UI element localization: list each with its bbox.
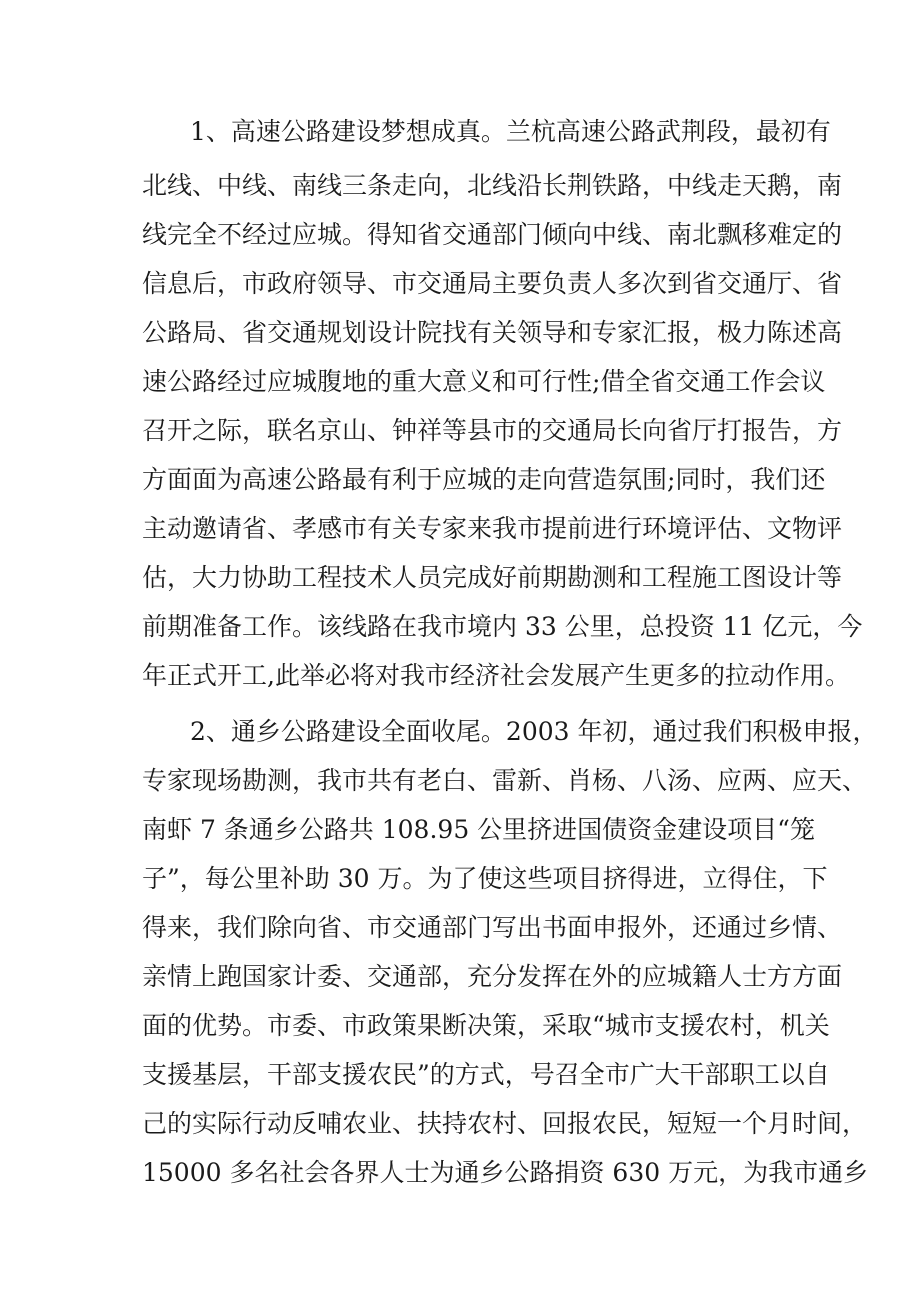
text-line: 方面面为高速公路最有利于应城的走向营造氛围;同时，我们还	[142, 465, 826, 494]
text-line: 得来，我们除向省、市交通部门写出书面申报外，还通过乡情、	[142, 913, 843, 942]
text-line: 召开之际，联名京山、钟祥等县市的交通局长向省厅打报告，方	[142, 416, 843, 445]
text-line: 南虾 7 条通乡公路共 108.95 公里挤进国债资金建设项目“笼	[142, 815, 815, 844]
text-line: 子”，每公里补助 30 万。为了使这些项目挤得进，立得住，下	[142, 864, 828, 893]
text-line: 亲情上跑国家计委、交通部，充分发挥在外的应城籍人士方方面	[142, 962, 843, 991]
text-line: 信息后，市政府领导、市交通局主要负责人多次到省交通厅、省	[142, 269, 843, 298]
text-line: 速公路经过应城腹地的重大意义和可行性;借全省交通工作会议	[142, 367, 826, 396]
text-line: 面的优势。市委、市政策果断决策，采取“城市支援农村，机关	[142, 1011, 830, 1040]
text-line: 专家现场勘测，我市共有老白、雷新、肖杨、八汤、应两、应天、	[142, 766, 868, 795]
text-line: 前期准备工作。该线路在我市境内 33 公里，总投资 11 亿元，今	[142, 612, 863, 641]
text-line: 公路局、省交通规划设计院找有关领导和专家汇报，极力陈述高	[142, 318, 843, 347]
text-line: 北线、中线、南线三条走向，北线沿长荆铁路，中线走天鹅，南	[142, 171, 843, 200]
text-line: 己的实际行动反哺农业、扶持农村、回报农民，短短一个月时间，	[142, 1109, 868, 1138]
text-line: 线完全不经过应城。得知省交通部门倾向中线、南北飘移难定的	[142, 220, 843, 249]
text-line: 年正式开工,此举必将对我市经济社会发展产生更多的拉动作用。	[142, 661, 850, 690]
text-line: 1、高速公路建设梦想成真。兰杭高速公路武荆段，最初有	[190, 117, 831, 146]
text-line: 估，大力协助工程技术人员完成好前期勘测和工程施工图设计等	[142, 563, 843, 592]
text-line: 2、通乡公路建设全面收尾。2003 年初，通过我们积极申报，	[190, 717, 878, 746]
text-line: 支援基层，干部支援农民”的方式，号召全市广大干部职工以自	[142, 1060, 830, 1089]
text-line: 15000 多名社会各界人士为通乡公路捐资 630 万元，为我市通乡	[142, 1158, 869, 1187]
text-line: 主动邀请省、孝感市有关专家来我市提前进行环境评估、文物评	[142, 514, 843, 543]
